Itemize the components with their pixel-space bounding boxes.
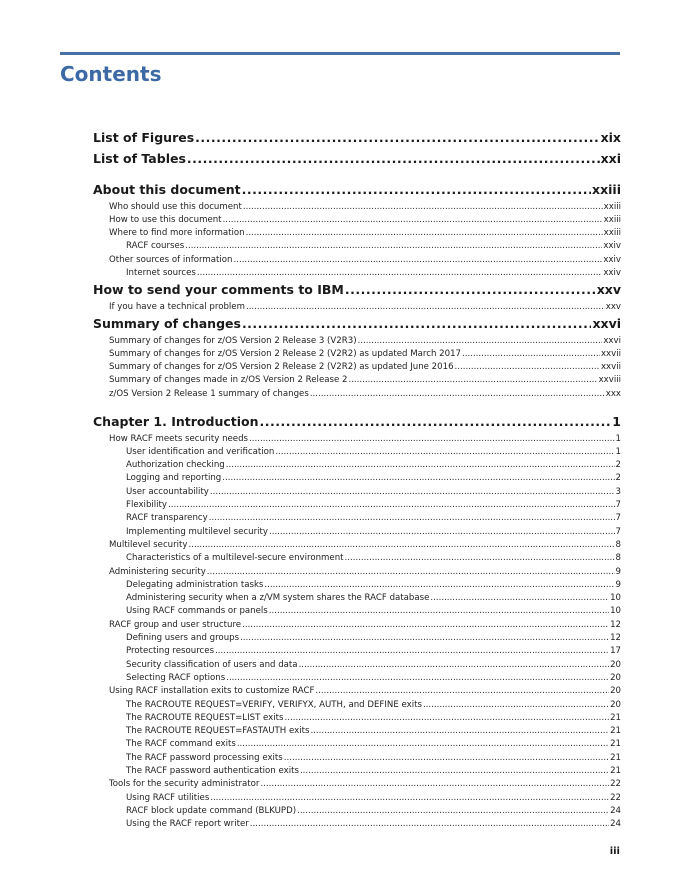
toc-dot-leader (249, 433, 615, 446)
toc-entry-title: Security classification of users and data (126, 659, 298, 670)
toc-entry-page: xxvi (592, 316, 621, 332)
toc-section-entry[interactable] (93, 685, 621, 698)
toc-entry-title: z/OS Version 2 Release 1 summary of changes (109, 388, 309, 399)
toc-dot-leader (210, 486, 615, 499)
toc-entry-page: 7 (615, 526, 621, 537)
toc-entry-page: 12 (610, 633, 621, 644)
page-title: Contents (60, 62, 162, 86)
toc-section-entry[interactable] (93, 335, 621, 348)
toc-dot-leader (358, 335, 603, 348)
toc-dot-leader (210, 792, 609, 805)
toc-dot-leader (269, 605, 609, 618)
toc-section-entry[interactable] (93, 254, 621, 267)
toc-entry-title: Summary of changes for z/OS Version 2 Release 2 (V2R2) as updated March 2017 (109, 348, 462, 359)
toc-dot-leader (197, 267, 602, 280)
toc-subsection-entry[interactable] (93, 738, 621, 751)
toc-entry-page: 21 (610, 765, 621, 776)
toc-subsection-entry[interactable] (93, 672, 621, 685)
toc-subsection-entry[interactable] (93, 472, 621, 485)
toc-subsection-entry[interactable] (93, 526, 621, 539)
toc-entry-title: Who should use this document (109, 201, 242, 212)
toc-entry-title: User accountability (126, 486, 209, 497)
toc-entry-page: 7 (615, 500, 621, 511)
toc-dot-leader (269, 526, 615, 539)
toc-dot-leader (226, 672, 609, 685)
toc-entry-page: 2 (615, 473, 621, 484)
toc-entry-title: The RACF command exits (126, 739, 236, 750)
toc-entry-title: Using the RACF report writer (126, 819, 249, 830)
toc-subsection-entry[interactable] (93, 725, 621, 738)
toc-subsection-entry[interactable] (93, 605, 621, 618)
toc-entry-page: 21 (610, 712, 621, 723)
toc-entry-title: How RACF meets security needs (109, 433, 249, 444)
toc-dot-leader (297, 805, 609, 818)
toc-entry-title: Authorization checking (126, 460, 225, 471)
toc-entry-page: xxvii (600, 362, 621, 373)
toc-entry-page: 9 (615, 579, 621, 590)
toc-entry-title: RACF block update command (BLKUPD) (126, 805, 297, 816)
toc-entry-page: 20 (610, 699, 621, 710)
toc-dot-leader (455, 361, 600, 374)
toc-dot-leader (209, 512, 615, 525)
toc-dot-leader (348, 374, 597, 387)
toc-dot-leader (430, 592, 609, 605)
toc-subsection-entry[interactable] (93, 592, 621, 605)
toc-section-entry[interactable] (93, 388, 621, 401)
toc-subsection-entry[interactable] (93, 579, 621, 592)
toc-entry-title: Other sources of information (109, 254, 233, 265)
toc-entry-page: 20 (610, 659, 621, 670)
toc-entry-title: Flexibility (126, 500, 168, 511)
toc-entry-page: 3 (615, 486, 621, 497)
toc-entry-page: 22 (610, 792, 621, 803)
toc-entry-page: 12 (610, 619, 621, 630)
toc-entry-title: RACF group and user structure (109, 619, 242, 630)
toc-subsection-entry[interactable] (93, 240, 621, 253)
toc-dot-leader (215, 645, 609, 658)
toc-subsection-entry[interactable] (93, 645, 621, 658)
toc-subsection-entry[interactable] (93, 459, 621, 472)
toc-subsection-entry[interactable] (93, 699, 621, 712)
page-number: iii (609, 846, 620, 857)
toc-section-entry[interactable] (93, 374, 621, 387)
toc-entry-title: Summary of changes for z/OS Version 2 Release 3 (V2R3) (109, 335, 357, 346)
toc-entry-page: 2 (615, 460, 621, 471)
toc-dot-leader (260, 778, 609, 791)
toc-entry-title: Administering security when a z/VM system shares the RACF database (126, 593, 430, 604)
toc-heading-entry[interactable] (93, 149, 621, 170)
toc-entry-page: 24 (610, 819, 621, 830)
toc-section-entry[interactable] (93, 348, 621, 361)
toc-heading-entry[interactable] (93, 280, 621, 301)
toc-dot-leader (315, 685, 609, 698)
toc-entry-title: List of Tables (93, 150, 186, 166)
toc-entry-title: RACF courses (126, 241, 185, 252)
toc-dot-leader (185, 240, 602, 253)
toc-entry-page: 9 (615, 566, 621, 577)
toc-section-entry[interactable] (93, 778, 621, 791)
toc-entry-title: Summary of changes for z/OS Version 2 Release 2 (V2R2) as updated June 2016 (109, 362, 454, 373)
toc-entry-title: Chapter 1. Introduction (93, 414, 259, 430)
toc-entry-title: User identification and verification (126, 446, 275, 457)
toc-entry-page: xxiv (603, 254, 621, 265)
toc-dot-leader (240, 632, 609, 645)
toc-dot-leader (226, 459, 615, 472)
toc-dot-leader (242, 619, 609, 632)
toc-entry-title: Summary of changes (93, 316, 241, 332)
toc-entry-page: xxiii (592, 182, 621, 197)
toc-entry-page: xxiii (603, 214, 621, 225)
toc-dot-leader (345, 280, 596, 301)
toc-dot-leader (300, 765, 609, 778)
toc-entry-page: 1 (615, 446, 621, 457)
toc-entry-title: RACF transparency (126, 513, 208, 524)
toc-entry-title: About this document (93, 182, 241, 197)
toc-subsection-entry[interactable] (93, 632, 621, 645)
toc-section-entry[interactable] (93, 361, 621, 374)
toc-entry-page: 20 (610, 672, 621, 683)
toc-dot-leader (195, 128, 599, 149)
toc-entry-page: 1 (612, 414, 621, 430)
toc-entry-page: xxiii (603, 228, 621, 239)
toc-entry-title: How to send your comments to IBM (93, 282, 344, 298)
toc-heading-entry[interactable] (93, 314, 621, 335)
toc-subsection-entry[interactable] (93, 512, 621, 525)
toc-entry-title: The RACROUTE REQUEST=VERIFY, VERIFYX, AUTH, and DEFINE exits (126, 699, 422, 710)
toc-entry-title: The RACROUTE REQUEST=LIST exits (126, 712, 284, 723)
toc-entry-page: 8 (615, 539, 621, 550)
toc-dot-leader (246, 301, 605, 314)
toc-entry-title: Multilevel security (109, 539, 188, 550)
toc-entry-page: xxv (605, 301, 621, 312)
toc-entry-title: List of Figures (93, 130, 195, 145)
toc-section-entry[interactable] (93, 201, 621, 214)
toc-entry-title: Where to find more information (109, 228, 245, 239)
toc-entry-page: xxviii (598, 375, 621, 386)
toc-entry-page: 10 (610, 593, 621, 604)
toc-subsection-entry[interactable] (93, 792, 621, 805)
toc-dot-leader (243, 201, 603, 214)
toc-entry-page: 21 (610, 726, 621, 737)
toc-dot-leader (345, 552, 615, 565)
toc-dot-leader (207, 566, 615, 579)
toc-subsection-entry[interactable] (93, 712, 621, 725)
toc-dot-leader (187, 149, 600, 170)
toc-entry-title: How to use this document (109, 214, 222, 225)
toc-entry-title: Internet sources (126, 267, 196, 278)
table-of-contents (93, 128, 621, 831)
toc-entry-page: 8 (615, 553, 621, 564)
toc-dot-leader (423, 699, 609, 712)
toc-dot-leader (275, 446, 614, 459)
toc-dot-leader (462, 348, 600, 361)
toc-entry-page: 1 (615, 433, 621, 444)
toc-dot-leader (250, 818, 609, 831)
toc-entry-page: xxiv (603, 267, 621, 278)
toc-dot-leader (222, 472, 614, 485)
toc-dot-leader (234, 254, 603, 267)
toc-entry-title: Using RACF commands or panels (126, 606, 268, 617)
toc-dot-leader (310, 388, 605, 401)
toc-section-entry[interactable] (93, 301, 621, 314)
toc-section-entry[interactable] (93, 433, 621, 446)
toc-section-entry[interactable] (93, 227, 621, 240)
toc-entry-page: xxiii (603, 201, 621, 212)
toc-entry-title: If you have a technical problem (109, 301, 245, 312)
toc-entry-title: Using RACF utilities (126, 792, 210, 803)
toc-dot-leader (246, 227, 603, 240)
toc-subsection-entry[interactable] (93, 267, 621, 280)
toc-entry-title: Characteristics of a multilevel-secure environment (126, 553, 344, 564)
toc-entry-page: 22 (610, 779, 621, 790)
toc-entry-title: Selecting RACF options (126, 672, 226, 683)
toc-subsection-entry[interactable] (93, 659, 621, 672)
toc-dot-leader (299, 659, 609, 672)
toc-entry-title: The RACF password processing exits (126, 752, 283, 763)
toc-entry-page: 21 (610, 739, 621, 750)
toc-entry-title: Logging and reporting (126, 473, 222, 484)
toc-dot-leader (168, 499, 615, 512)
toc-entry-page: xxx (605, 388, 621, 399)
toc-dot-leader (285, 712, 610, 725)
toc-subsection-entry[interactable] (93, 752, 621, 765)
toc-entry-page: xxvi (603, 335, 621, 346)
toc-subsection-entry[interactable] (93, 818, 621, 831)
toc-entry-title: Protecting resources (126, 646, 215, 657)
toc-entry-title: The RACROUTE REQUEST=FASTAUTH exits (126, 726, 310, 737)
toc-subsection-entry[interactable] (93, 486, 621, 499)
toc-dot-leader (242, 180, 591, 201)
toc-entry-title: Delegating administration tasks (126, 579, 264, 590)
toc-heading-entry[interactable] (93, 128, 621, 149)
toc-dot-leader (242, 314, 592, 335)
toc-entry-page: xxi (600, 150, 621, 166)
toc-entry-page: 7 (615, 513, 621, 524)
toc-entry-page: xix (600, 130, 621, 145)
toc-subsection-entry[interactable] (93, 805, 621, 818)
toc-subsection-entry[interactable] (93, 765, 621, 778)
toc-entry-title: Summary of changes made in z/OS Version 2 Release 2 (109, 375, 348, 386)
toc-entry-page: xxiv (603, 241, 621, 252)
toc-dot-leader (237, 738, 609, 751)
toc-heading-entry[interactable] (93, 412, 621, 433)
toc-subsection-entry[interactable] (93, 446, 621, 459)
toc-entry-title: Defining users and groups (126, 633, 240, 644)
toc-entry-title: The RACF password authentication exits (126, 765, 299, 776)
toc-entry-page: 24 (610, 805, 621, 816)
header-rule (60, 52, 620, 55)
toc-entry-page: xxvii (600, 348, 621, 359)
toc-entry-page: 21 (610, 752, 621, 763)
toc-section-entry[interactable] (93, 214, 621, 227)
toc-subsection-entry[interactable] (93, 499, 621, 512)
toc-dot-leader (260, 412, 612, 433)
toc-section-entry[interactable] (93, 619, 621, 632)
toc-subsection-entry[interactable] (93, 552, 621, 565)
toc-entry-title: Tools for the security administrator (109, 779, 260, 790)
toc-entry-title: Implementing multilevel security (126, 526, 268, 537)
toc-dot-leader (310, 725, 609, 738)
toc-dot-leader (284, 752, 609, 765)
toc-dot-leader (264, 579, 614, 592)
toc-heading-entry[interactable] (93, 180, 621, 201)
toc-dot-leader (189, 539, 615, 552)
toc-section-entry[interactable] (93, 566, 621, 579)
toc-entry-title: Using RACF installation exits to customize RACF (109, 686, 315, 697)
toc-entry-page: xxv (596, 282, 621, 298)
toc-entry-page: 10 (610, 606, 621, 617)
toc-entry-page: 20 (610, 686, 621, 697)
toc-entry-title: Administering security (109, 566, 206, 577)
toc-section-entry[interactable] (93, 539, 621, 552)
toc-dot-leader (223, 214, 603, 227)
toc-entry-page: 17 (610, 646, 621, 657)
